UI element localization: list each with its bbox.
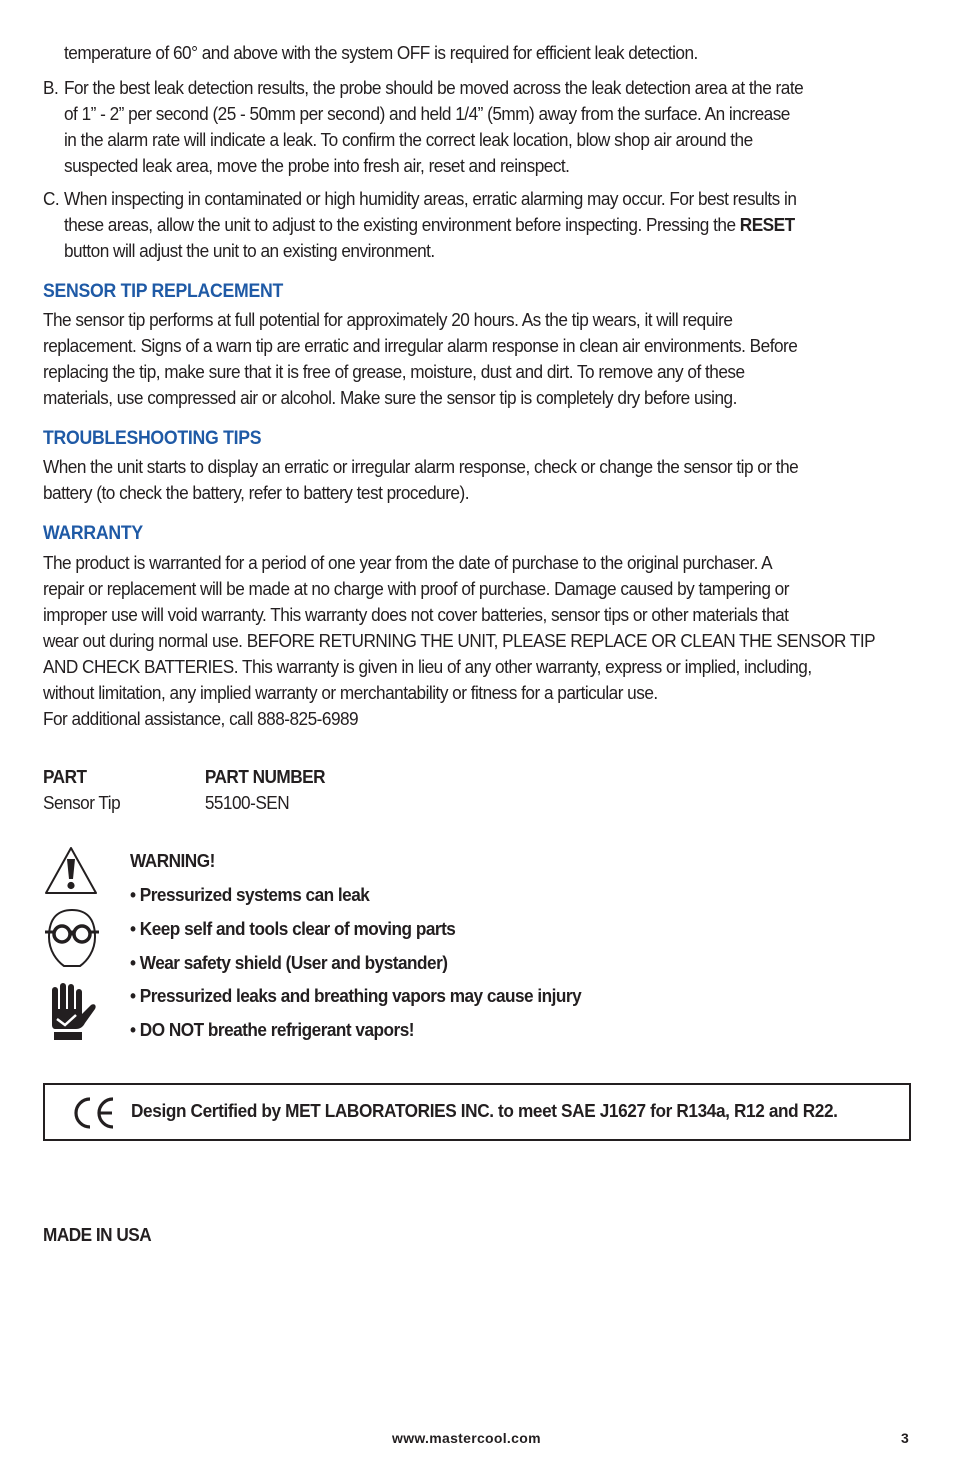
warranty-line: without limitation, any implied warranty or merchantability or fitness for a particular use. [43, 682, 658, 703]
warning-item: • Wear safety shield (User and bystander) [130, 952, 448, 973]
warranty-line: For additional assistance, call 888-825-6989 [43, 708, 359, 729]
warning-title: WARNING! [130, 850, 215, 871]
item-c [64, 186, 796, 264]
warranty-heading: WARRANTY [43, 523, 143, 544]
item-b-line: in the alarm rate will indicate a leak. To confirm the correct leak location, blow shop air around the [64, 129, 753, 150]
warning-item: • Keep self and tools clear of moving parts [130, 918, 456, 939]
item-c-marker: C. [43, 188, 60, 209]
troubleshooting-heading: TROUBLESHOOTING TIPS [43, 428, 262, 449]
item-b-marker: B. [43, 77, 59, 98]
glove-hand-icon [43, 981, 99, 1041]
sensor-tip-line: materials, use compressed air or alcohol. Make sure the sensor tip is completely dry before using. [43, 387, 737, 408]
safety-goggles-icon [43, 907, 101, 969]
warning-item: • DO NOT breathe refrigerant vapors! [130, 1019, 414, 1040]
reset-keyword: RESET [739, 214, 795, 235]
item-c-line: When inspecting in contaminated or high humidity areas, erratic alarming may occur. For best results in [64, 188, 797, 209]
parts-header-number: PART NUMBER [204, 766, 326, 787]
exclamation-triangle-icon [43, 845, 99, 897]
sensor-tip-line: replacing the tip, make sure that it is free of grease, moisture, dust and dirt. To remove any of these [43, 361, 745, 382]
warranty-line: improper use will void warranty. This warranty does not cover batteries, sensor tips or other materials that [43, 604, 789, 625]
item-a-tail-text: temperature of 60° and above with the system OFF is required for efficient leak detection. [64, 42, 698, 63]
warranty-line: AND CHECK BATTERIES. This warranty is given in lieu of any other warranty, express or implied, including, [43, 656, 812, 677]
item-c-line: button will adjust the unit to an existing environment. [64, 240, 435, 261]
part-number: 55100-SEN [204, 792, 290, 813]
troubleshooting-line: battery (to check the battery, refer to battery test procedure). [43, 482, 469, 503]
item-c-line: these areas, allow the unit to adjust to the existing environment before inspecting. Pressing the RESET [64, 214, 795, 235]
certification-text: Design Certified by MET LABORATORIES INC. to meet SAE J1627 for R134a, R12 and R22. [131, 1100, 838, 1121]
sensor-tip-line: replacement. Signs of a warn tip are erratic and irregular alarm response in clean air environments. Before [43, 335, 798, 356]
troubleshooting-body [43, 454, 798, 506]
item-a-tail [64, 40, 698, 66]
part-name: Sensor Tip [43, 792, 121, 813]
warning-item: • Pressurized systems can leak [130, 884, 370, 905]
troubleshooting-line: When the unit starts to display an erratic or irregular alarm response, check or change the sensor tip or the [43, 456, 799, 477]
item-b [64, 75, 803, 179]
parts-header-part: PART [43, 766, 87, 787]
page-number: 3 [901, 1430, 909, 1446]
item-b-line: suspected leak area, move the probe into fresh air, reset and reinspect. [64, 155, 570, 176]
footer-url[interactable]: www.mastercool.com [392, 1430, 541, 1446]
sensor-tip-heading: SENSOR TIP REPLACEMENT [43, 281, 283, 302]
warranty-line: repair or replacement will be made at no charge with proof of purchase. Damage caused by tampering or [43, 578, 789, 599]
warranty-line: wear out during normal use. BEFORE RETURNING THE UNIT, PLEASE REPLACE OR CLEAN THE SENSOR TIP [43, 630, 876, 651]
sensor-tip-line: The sensor tip performs at full potential for approximately 20 hours. As the tip wears, it will require [43, 309, 733, 330]
ce-mark-icon [69, 1095, 117, 1131]
sensor-tip-body [43, 307, 797, 411]
item-b-line: of 1” - 2” per second (25 - 50mm per second) and held 1/4” (5mm) away from the surface. An increase [64, 103, 790, 124]
made-in-label: MADE IN USA [43, 1224, 152, 1245]
warning-item: • Pressurized leaks and breathing vapors may cause injury [130, 985, 582, 1006]
warranty-body [43, 550, 875, 732]
warranty-line: The product is warranted for a period of one year from the date of purchase to the original purchaser. A [43, 552, 773, 573]
item-b-line: For the best leak detection results, the probe should be moved across the leak detection area at the rate [64, 77, 804, 98]
certification-box [43, 1083, 911, 1141]
